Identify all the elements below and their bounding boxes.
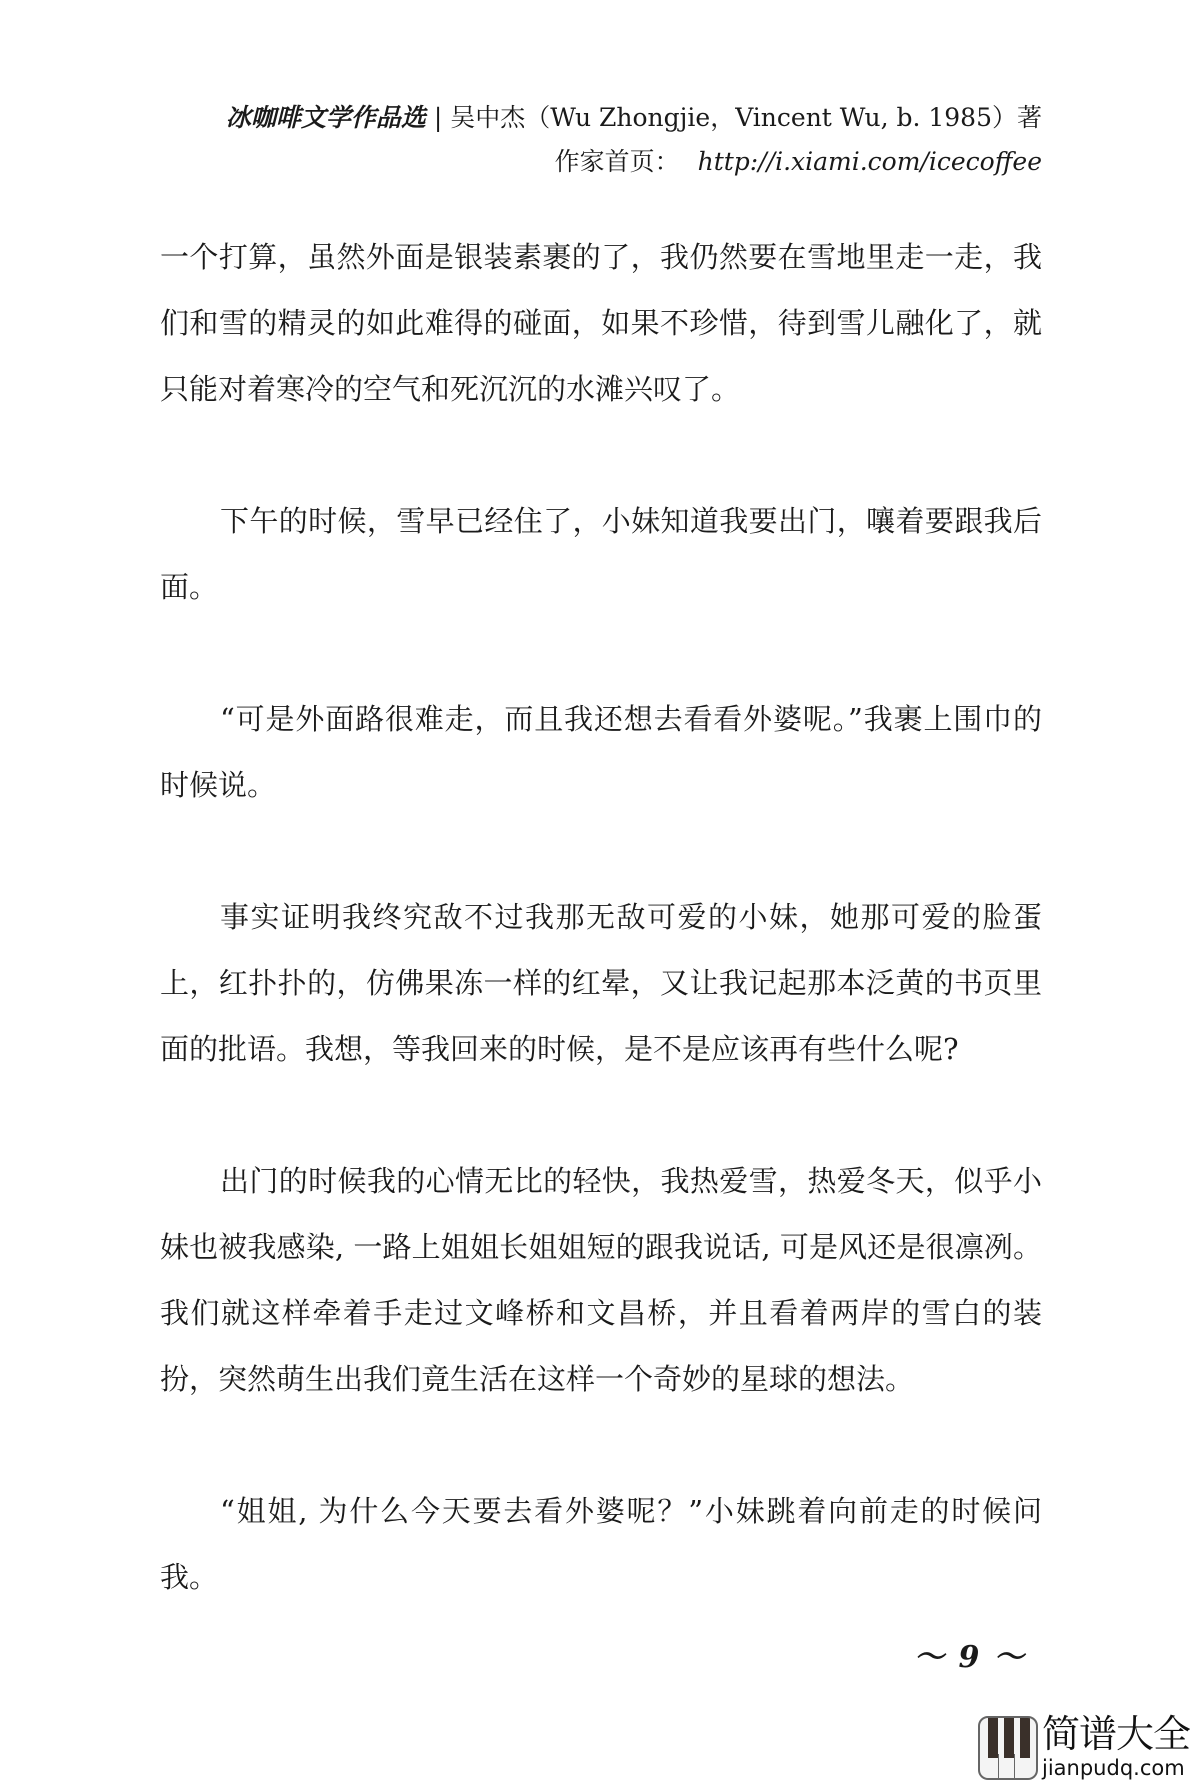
paragraph: 出门的时候我的心情无比的轻快，我热爱雪，热爱冬天，似乎小妹也被我感染, 一路上姐姐长姐姐短的跟我说话, 可是风还是很凛冽。我们就这样牵着手走过文峰桥和文昌桥，并且看着两岸的雪白的装扮，突然萌生出我们竟生活在这样一个奇妙的星球的想法。 bbox=[160, 1164, 1042, 1396]
watermark-domain: jianpudq.com bbox=[1042, 1756, 1185, 1780]
watermark-title: 简谱大全 bbox=[1042, 1712, 1191, 1756]
paragraph: 下午的时候，雪早已经住了，小妹知道我要出门，嚷着要跟我后面。 bbox=[160, 504, 1042, 604]
header-separator: | bbox=[433, 103, 443, 132]
homepage-url[interactable]: http://i.xiami.com/icecoffee bbox=[697, 147, 1042, 176]
black-key bbox=[1004, 1718, 1014, 1758]
paragraph: 事实证明我终究敌不过我那无敌可爱的小妹，她那可爱的脸蛋上，红扑扑的，仿佛果冻一样的红晕，又让我记起那本泛黄的书页里面的批语。我想，等我回来的时候，是不是应该再有些什么呢? bbox=[160, 900, 1042, 1066]
running-header bbox=[160, 96, 1042, 184]
header-homepage-line bbox=[160, 140, 1042, 184]
key-divider bbox=[1014, 1754, 1015, 1778]
homepage-label: 作家首页： bbox=[554, 147, 680, 176]
series-title: 冰咖啡文学作品选 bbox=[225, 103, 426, 132]
black-key bbox=[1020, 1718, 1030, 1758]
header-title-line bbox=[160, 96, 1042, 140]
author-credit: 吴中杰（Wu Zhongjie，Vincent Wu, b. 1985）著 bbox=[450, 103, 1042, 132]
body-text bbox=[160, 224, 1042, 1676]
paragraph: “姐姐, 为什么今天要去看外婆呢？”小妹跳着向前走的时候问我。 bbox=[160, 1494, 1042, 1594]
black-key bbox=[988, 1718, 998, 1758]
paragraph: “可是外面路很难走，而且我还想去看看外婆呢。”我裹上围巾的时候说。 bbox=[160, 702, 1042, 802]
piano-keys-icon bbox=[978, 1716, 1038, 1780]
key-divider bbox=[998, 1754, 999, 1778]
paragraph: 一个打算，虽然外面是银装素裹的了，我仍然要在雪地里走一走，我们和雪的精灵的如此难得的碰面，如果不珍惜，待到雪儿融化了，就只能对着寒冷的空气和死沉沉的水滩兴叹了。 bbox=[160, 240, 1042, 406]
watermark bbox=[978, 1712, 1200, 1784]
page-number: ～ 9 ～ bbox=[914, 1640, 1026, 1675]
